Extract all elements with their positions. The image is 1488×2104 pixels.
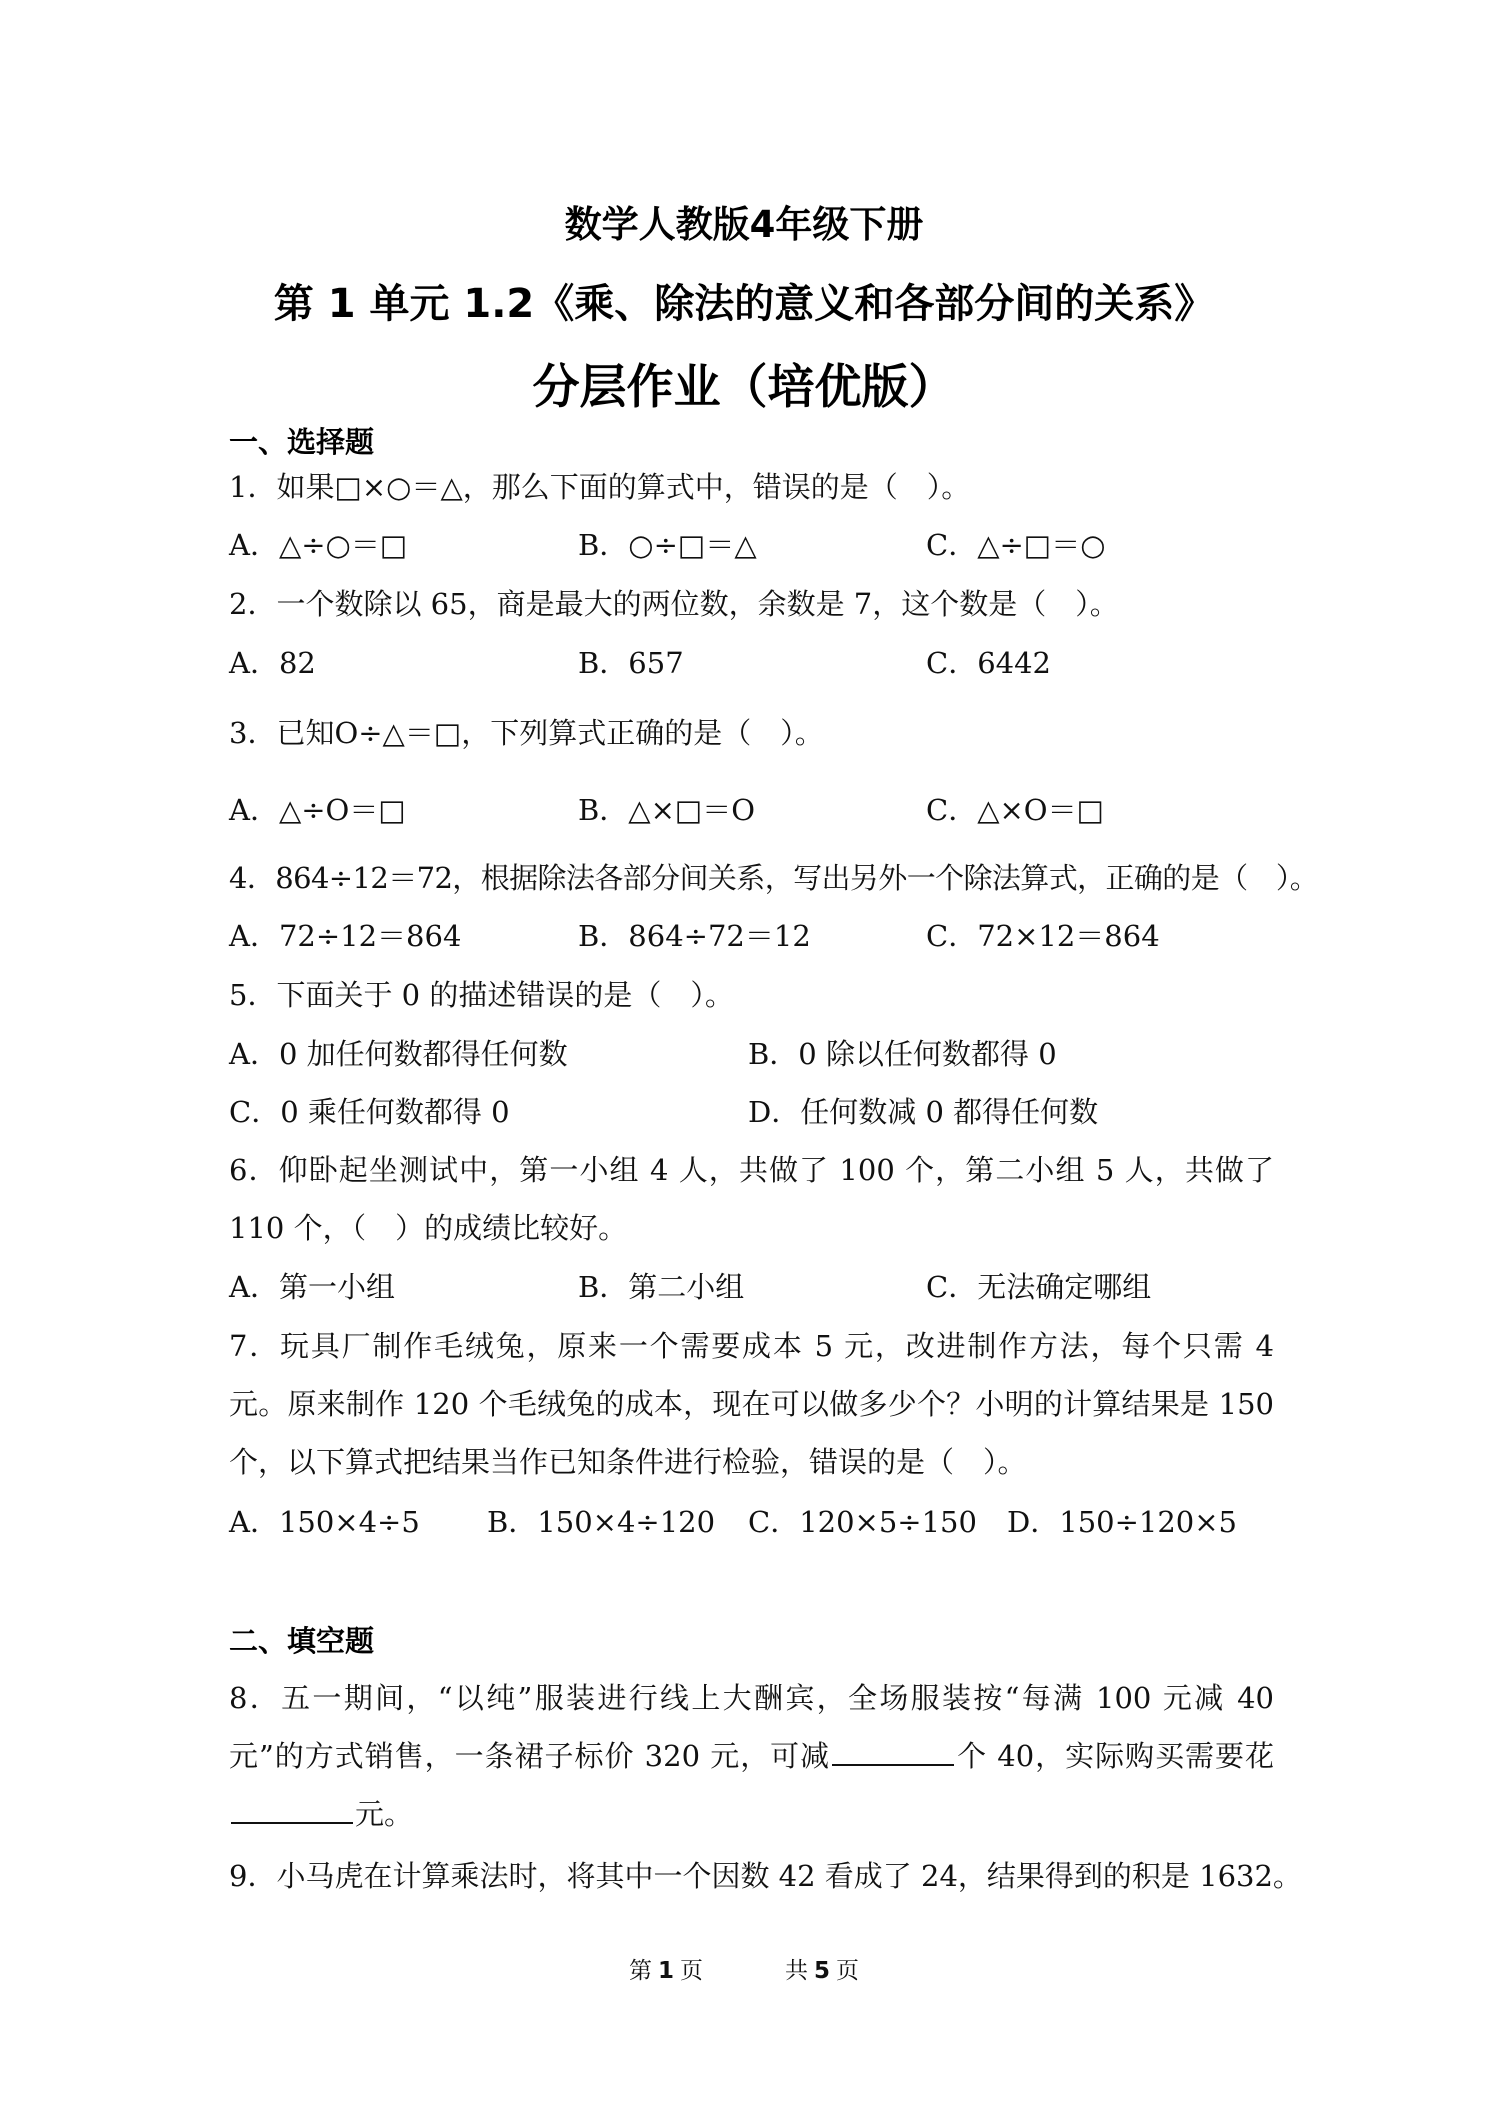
footer-page-number: 1 [657,1958,674,1984]
q6-option-b: B．第二小组 [578,1270,745,1304]
q4-option-c: C．72×12＝864 [926,919,1160,953]
q5-option-c: C．0 乘任何数都得 0 [229,1095,510,1129]
q5-option-d: D．任何数减 0 都得任何数 [748,1095,1099,1129]
title-grade: 数学人教版4年级下册 [564,203,924,246]
q8-blank-1[interactable] [832,1734,954,1766]
q5-option-a: A．0 加任何数都得任何数 [229,1037,568,1071]
question-9: 9．小马虎在计算乘法时，将其中一个因数 42 看成了 24，结果得到的积是 1632。 [229,1859,1302,1893]
q1-option-c: C．△÷□＝○ [926,528,1106,562]
q1-option-a: A．△÷○＝□ [229,528,408,562]
q1-option-b: B．○÷□＝△ [578,528,757,562]
q7-option-d: D．150÷120×5 [1007,1505,1238,1539]
question-5: 5．下面关于 0 的描述错误的是（ ）。 [229,978,734,1012]
footer-total-prefix: 共 [785,1958,808,1984]
q7-option-b: B．150×4÷120 [487,1505,716,1539]
q3-option-b: B．△×□＝O [578,793,756,827]
question-1: 1．如果□×○＝△，那么下面的算式中，错误的是（ ）。 [229,470,971,504]
q4-option-a: A．72÷12＝864 [229,919,462,953]
question-6: 6．仰卧起坐测试中，第一小组 4 人，共做了 100 个，第二小组 5 人，共做了 110 个，（ ）的成绩比较好。 [229,1153,1274,1245]
q3-option-c: C．△×O＝□ [926,793,1104,827]
question-7: 7．玩具厂制作毛绒兔，原来一个需要成本 5 元，改进制作方法，每个只需 4 元。原来制作 120 个毛绒兔的成本，现在可以做多少个？小明的计算结果是 150 个，以下算式把结果当作已知条件进行检验，错误的是（ ）。 [229,1329,1274,1479]
q4-option-b: B．864÷72＝12 [578,919,811,953]
q8-text-part1: 8．五一期间，“以纯”服装进行线上大酬宾，全场服装按“每满 100 元减 40 元”的方式销售，一条裙子标价 320 元，可减 [229,1681,1274,1773]
q7-option-a: A．150×4÷5 [229,1505,420,1539]
question-2: 2．一个数除以 65，商是最大的两位数，余数是 7，这个数是（ ）。 [229,587,1119,621]
q6-option-c: C．无法确定哪组 [926,1270,1152,1304]
question-3: 3．已知O÷△＝□，下列算式正确的是（ ）。 [229,716,824,750]
question-8 [229,1669,1274,1843]
q2-option-a: A．82 [229,646,316,680]
q3-option-a: A．△÷O＝□ [229,793,406,827]
q2-option-b: B．657 [578,646,684,680]
q8-text-part3: 元。 [355,1797,414,1831]
q8-text-part2: 个 40，实际购买需要花 [956,1739,1274,1773]
q5-option-b: B．0 除以任何数都得 0 [748,1037,1057,1071]
footer-total-pages: 5 [814,1958,831,1984]
q7-option-c: C．120×5÷150 [748,1505,977,1539]
section-choice-heading: 一、选择题 [229,425,375,459]
title-homework: 分层作业（培优版） [532,360,956,415]
footer-page-label: 页 [680,1958,703,1984]
title-unit: 第 1 单元 1.2《乘、除法的意义和各部分间的关系》 [273,281,1215,327]
footer-prefix: 第 [628,1958,652,1984]
section-fill-heading: 二、填空题 [229,1624,375,1658]
page-footer [0,1952,1488,1985]
footer-suffix: 页 [836,1958,860,1984]
q8-blank-2[interactable] [231,1792,353,1824]
q2-option-c: C．6442 [926,646,1051,680]
question-4: 4．864÷12＝72，根据除法各部分间关系，写出另外一个除法算式，正确的是（ ）。 [229,861,1319,895]
q6-option-a: A．第一小组 [229,1270,395,1304]
